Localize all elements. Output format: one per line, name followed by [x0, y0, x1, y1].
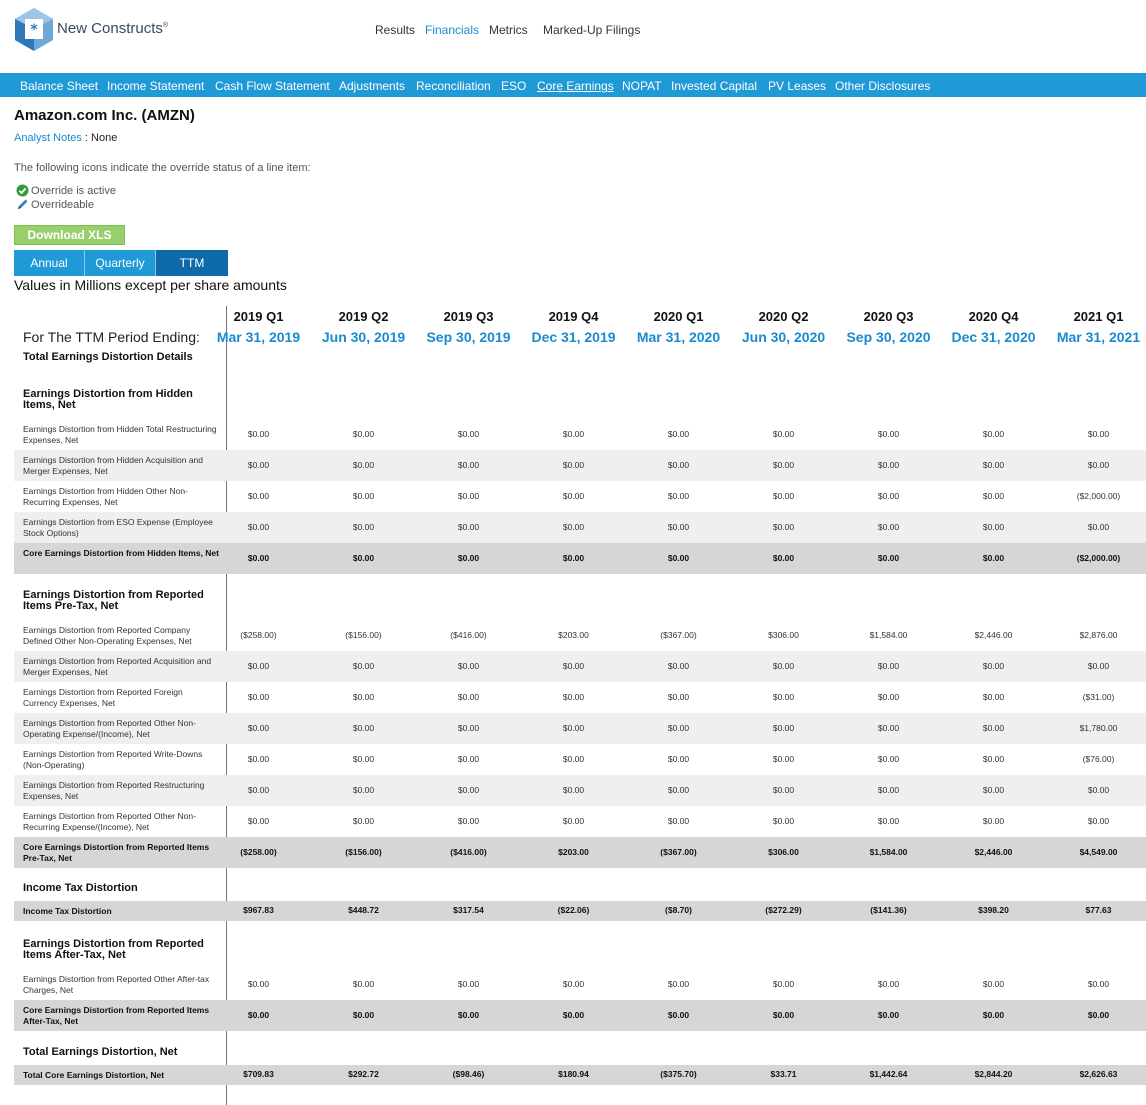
column-date[interactable]: Mar 31, 2021	[1056, 329, 1141, 345]
row-value: $0.00	[1087, 978, 1110, 989]
row-label: Earnings Distortion from Reported Other Non-Recurring Expense/(Income), Net	[23, 810, 196, 832]
row-value: $0.00	[457, 521, 480, 532]
tab-quarterly[interactable]: Quarterly	[85, 250, 156, 276]
row-value: $0.00	[982, 691, 1005, 702]
row-value: $0.00	[1087, 660, 1110, 671]
override-legend-intro: The following icons indicate the override status of a line item:	[14, 162, 311, 174]
section-title: Earnings Distortion from Hidden Items, Net	[23, 388, 193, 411]
row-value: ($22.06)	[557, 905, 590, 915]
table-row	[14, 744, 1146, 775]
table-row	[14, 481, 1146, 512]
table-row	[14, 969, 1146, 1000]
row-value: $2,844.20	[974, 1069, 1013, 1079]
row-value: $448.72	[348, 905, 379, 915]
row-value: $2,446.00	[974, 629, 1013, 640]
row-value: $0.00	[877, 521, 900, 532]
row-value: $0.00	[772, 552, 795, 563]
pencil-icon	[16, 198, 29, 211]
download-xls-button[interactable]: Download XLS	[14, 225, 125, 245]
row-value: $0.00	[877, 753, 900, 764]
row-value: $0.00	[667, 660, 690, 671]
brand-name[interactable]: New Constructs®	[57, 20, 169, 37]
row-value: ($31.00)	[1082, 691, 1115, 702]
row-value: $0.00	[772, 815, 795, 826]
table-total-row	[14, 901, 1146, 921]
column-date[interactable]: Mar 31, 2020	[636, 329, 721, 345]
column-quarter: 2020 Q2	[758, 309, 809, 324]
analyst-notes-link[interactable]: Analyst Notes	[14, 132, 82, 144]
row-value: ($258.00)	[240, 846, 277, 857]
column-quarter: 2019 Q3	[443, 309, 494, 324]
row-value: $0.00	[457, 753, 480, 764]
nav-results[interactable]: Results	[375, 23, 416, 37]
nav-metrics[interactable]: Metrics	[489, 23, 528, 37]
row-value: $0.00	[1087, 815, 1110, 826]
row-value: $0.00	[562, 459, 585, 470]
new-constructs-logo-icon[interactable]	[12, 6, 56, 52]
row-value: $0.00	[772, 490, 795, 501]
row-value: $0.00	[667, 1009, 690, 1020]
row-value: $0.00	[877, 1009, 900, 1020]
table-row	[14, 620, 1146, 651]
analyst-notes	[14, 132, 117, 144]
period-tabs	[14, 250, 228, 276]
row-value: $0.00	[982, 815, 1005, 826]
row-value: $0.00	[352, 978, 375, 989]
row-value: $0.00	[982, 521, 1005, 532]
row-value: $0.00	[457, 490, 480, 501]
row-value: $0.00	[457, 722, 480, 733]
row-label: Earnings Distortion from Hidden Other Non-Recurring Expenses, Net	[23, 485, 188, 507]
row-value: $0.00	[982, 722, 1005, 733]
row-value: $0.00	[1087, 784, 1110, 795]
row-label: Earnings Distortion from Reported Write-Downs (Non-Operating)	[23, 748, 203, 770]
row-label: Total Core Earnings Distortion, Net	[23, 1069, 165, 1080]
row-label: Earnings Distortion from Hidden Acquisition and Merger Expenses, Net	[23, 454, 204, 476]
table-row	[14, 419, 1146, 450]
column-date[interactable]: Dec 31, 2019	[531, 329, 616, 345]
table-row	[14, 651, 1146, 682]
row-value: $0.00	[457, 660, 480, 671]
row-value: $2,446.00	[974, 846, 1013, 857]
row-value: $306.00	[768, 846, 799, 857]
check-circle-icon	[16, 184, 29, 197]
row-value: ($2,000.00)	[1076, 552, 1121, 563]
tab-income-statement[interactable]: Income Statement	[107, 79, 205, 93]
row-value: $0.00	[562, 521, 585, 532]
tab-ttm[interactable]: TTM	[156, 250, 228, 276]
column-date[interactable]: Dec 31, 2020	[951, 329, 1036, 345]
row-value: ($156.00)	[345, 629, 382, 640]
row-value: $0.00	[247, 722, 270, 733]
row-value: $0.00	[877, 691, 900, 702]
tab-adjustments[interactable]: Adjustments	[339, 79, 406, 93]
row-value: ($98.46)	[452, 1069, 485, 1079]
row-value: $0.00	[352, 753, 375, 764]
row-value: $0.00	[562, 691, 585, 702]
row-value: $0.00	[982, 784, 1005, 795]
row-value: $0.00	[772, 428, 795, 439]
row-value: ($367.00)	[660, 629, 697, 640]
row-value: $0.00	[772, 1009, 795, 1020]
row-value: $0.00	[247, 753, 270, 764]
row-value: $0.00	[667, 753, 690, 764]
row-value: $1,442.64	[869, 1069, 908, 1079]
column-quarter: 2019 Q4	[548, 309, 599, 324]
row-value: $0.00	[247, 815, 270, 826]
row-value: $0.00	[352, 1009, 375, 1020]
column-date[interactable]: Sep 30, 2019	[426, 329, 511, 345]
row-value: $0.00	[772, 691, 795, 702]
row-value: $0.00	[457, 552, 480, 563]
row-value: $967.83	[243, 905, 274, 915]
row-value: $0.00	[667, 722, 690, 733]
table-row	[14, 512, 1146, 543]
row-value: $709.83	[243, 1069, 274, 1079]
row-value: $0.00	[1087, 428, 1110, 439]
row-value: $0.00	[457, 691, 480, 702]
table-row	[14, 450, 1146, 481]
row-value: $0.00	[352, 815, 375, 826]
row-value: ($2,000.00)	[1076, 490, 1121, 501]
row-value: $0.00	[877, 978, 900, 989]
column-quarter: 2021 Q1	[1073, 309, 1124, 324]
nav-financials[interactable]: Financials	[425, 23, 480, 37]
row-value: $0.00	[457, 428, 480, 439]
row-value: $0.00	[877, 660, 900, 671]
financials-subnav	[0, 73, 1146, 97]
row-value: $0.00	[877, 428, 900, 439]
row-value: $398.20	[978, 905, 1009, 915]
row-value: $292.72	[348, 1069, 379, 1079]
row-value: $0.00	[352, 660, 375, 671]
row-value: $0.00	[667, 521, 690, 532]
row-value: $0.00	[247, 978, 270, 989]
company-title: Amazon.com Inc. (AMZN)	[14, 107, 195, 124]
row-value: $1,584.00	[869, 846, 908, 857]
row-value: $0.00	[247, 1009, 270, 1020]
row-value: $0.00	[877, 490, 900, 501]
row-value: ($416.00)	[450, 629, 487, 640]
table-row	[14, 682, 1146, 713]
column-date[interactable]: Mar 31, 2019	[216, 329, 301, 345]
row-value: $2,876.00	[1079, 629, 1118, 640]
row-value: $0.00	[1087, 521, 1110, 532]
row-value: $0.00	[877, 459, 900, 470]
analyst-notes-value: None	[91, 132, 118, 144]
row-label: Income Tax Distortion	[23, 905, 112, 916]
row-value: ($141.36)	[870, 905, 907, 915]
column-date[interactable]: Jun 30, 2019	[321, 329, 406, 345]
row-value: $0.00	[772, 660, 795, 671]
row-value: $0.00	[562, 490, 585, 501]
row-value: $0.00	[982, 978, 1005, 989]
row-value: $0.00	[562, 722, 585, 733]
row-value: $0.00	[562, 1009, 585, 1020]
section-title: Earnings Distortion from Reported Items Pre-Tax, Net	[23, 589, 204, 612]
row-label: Core Earnings Distortion from Reported Items After-Tax, Net	[23, 1004, 210, 1026]
values-note: Values in Millions except per share amounts	[14, 277, 287, 293]
row-value: $0.00	[667, 784, 690, 795]
row-value: $1,780.00	[1079, 722, 1118, 733]
row-value: $77.63	[1085, 905, 1112, 915]
row-value: $0.00	[352, 552, 375, 563]
top-bar	[0, 0, 1146, 72]
tab-annual[interactable]: Annual	[14, 250, 85, 276]
tab-other-disclosures[interactable]: Other Disclosures	[835, 79, 931, 93]
column-date[interactable]: Sep 30, 2020	[846, 329, 931, 345]
row-label: Earnings Distortion from Reported Foreign Currency Expenses, Net	[23, 686, 183, 708]
column-date[interactable]: Jun 30, 2020	[741, 329, 826, 345]
row-value: $0.00	[247, 490, 270, 501]
row-label: Earnings Distortion from ESO Expense (Employee Stock Options)	[23, 516, 213, 538]
row-value: ($8.70)	[665, 905, 692, 915]
row-value: $0.00	[562, 660, 585, 671]
tab-eso[interactable]: ESO	[501, 79, 527, 93]
row-value: $0.00	[982, 753, 1005, 764]
tab-balance-sheet[interactable]: Balance Sheet	[20, 79, 99, 93]
table-total-row	[14, 1000, 1146, 1031]
row-value: $0.00	[772, 753, 795, 764]
row-value: $0.00	[982, 1009, 1005, 1020]
row-value: ($416.00)	[450, 846, 487, 857]
row-value: $0.00	[562, 815, 585, 826]
row-value: $0.00	[562, 552, 585, 563]
row-label: Earnings Distortion from Reported Other After-tax Charges, Net	[23, 973, 210, 995]
tab-nopat[interactable]: NOPAT	[622, 79, 662, 93]
row-value: $0.00	[247, 521, 270, 532]
row-value: $180.94	[558, 1069, 589, 1079]
column-quarter: 2020 Q1	[653, 309, 704, 324]
tab-pv-leases[interactable]: PV Leases	[768, 79, 827, 93]
row-value: ($375.70)	[660, 1069, 697, 1079]
row-value: $0.00	[667, 490, 690, 501]
row-value: $306.00	[768, 629, 799, 640]
row-value: ($258.00)	[240, 629, 277, 640]
row-value: $0.00	[982, 428, 1005, 439]
row-value: $0.00	[457, 978, 480, 989]
row-value: $0.00	[457, 815, 480, 826]
row-value: $0.00	[352, 521, 375, 532]
row-value: $0.00	[247, 428, 270, 439]
row-value: $0.00	[667, 552, 690, 563]
tab-invested-capital[interactable]: Invested Capital	[671, 79, 758, 93]
row-value: $0.00	[667, 459, 690, 470]
row-label: Earnings Distortion from Reported Restructuring Expenses, Net	[23, 779, 205, 801]
row-value: $0.00	[562, 753, 585, 764]
row-value: $0.00	[352, 459, 375, 470]
row-value: $0.00	[1087, 459, 1110, 470]
row-label: Earnings Distortion from Reported Company Defined Other Non-Operating Expenses, Net	[23, 624, 192, 646]
analyst-notes-separator: :	[81, 132, 92, 144]
row-value: $0.00	[352, 490, 375, 501]
row-value: $0.00	[772, 978, 795, 989]
row-value: ($367.00)	[660, 846, 697, 857]
row-value: $0.00	[772, 521, 795, 532]
table-total-row	[14, 837, 1146, 868]
details-title: Total Earnings Distortion Details	[23, 351, 193, 363]
row-value: $0.00	[352, 784, 375, 795]
row-value: $0.00	[772, 722, 795, 733]
row-value: $1,584.00	[869, 629, 908, 640]
column-quarter: 2020 Q4	[968, 309, 1019, 324]
row-value: $0.00	[877, 552, 900, 563]
row-value: $2,626.63	[1079, 1069, 1118, 1079]
period-ending-label: For The TTM Period Ending:	[23, 329, 200, 345]
row-value: $0.00	[457, 459, 480, 470]
row-value: $0.00	[562, 784, 585, 795]
row-value: $0.00	[352, 691, 375, 702]
row-value: $4,549.00	[1079, 846, 1118, 857]
row-value: $0.00	[667, 428, 690, 439]
row-value: $0.00	[247, 459, 270, 470]
row-value: $0.00	[247, 660, 270, 671]
row-value: $0.00	[667, 978, 690, 989]
row-value: $0.00	[562, 978, 585, 989]
row-value: ($272.29)	[765, 905, 802, 915]
row-value: $0.00	[982, 459, 1005, 470]
legend-override-active: Override is active	[16, 184, 116, 197]
tab-cash-flow-statement[interactable]: Cash Flow Statement	[215, 79, 330, 93]
row-value: $0.00	[1087, 1009, 1110, 1020]
row-value: $0.00	[667, 691, 690, 702]
row-value: $0.00	[457, 784, 480, 795]
row-value: $203.00	[558, 629, 589, 640]
row-value: $0.00	[247, 784, 270, 795]
row-value: $0.00	[247, 552, 270, 563]
row-value: $0.00	[247, 691, 270, 702]
row-label: Earnings Distortion from Reported Other Non-Operating Expense/(Income), Net	[23, 717, 196, 739]
row-value: $0.00	[982, 490, 1005, 501]
column-quarter: 2020 Q3	[863, 309, 914, 324]
svg-text:*: *	[30, 22, 38, 38]
row-value: $317.54	[453, 905, 484, 915]
table-row	[14, 775, 1146, 806]
table-row	[14, 713, 1146, 744]
tab-reconciliation[interactable]: Reconciliation	[416, 79, 491, 93]
row-value: $0.00	[772, 784, 795, 795]
row-label: Core Earnings Distortion from Reported Items Pre-Tax, Net	[23, 841, 210, 863]
row-value: $0.00	[562, 428, 585, 439]
section-title: Total Earnings Distortion, Net	[23, 1046, 178, 1058]
section-title: Earnings Distortion from Reported Items After-Tax, Net	[23, 938, 204, 961]
row-value: $0.00	[667, 815, 690, 826]
row-value: $0.00	[982, 552, 1005, 563]
nav-marked-up-filings[interactable]: Marked-Up Filings	[543, 23, 641, 37]
row-value: $0.00	[982, 660, 1005, 671]
table-row	[14, 806, 1146, 837]
row-value: $0.00	[457, 1009, 480, 1020]
row-value: $33.71	[770, 1069, 797, 1079]
row-value: $0.00	[352, 428, 375, 439]
table-total-row	[14, 1065, 1146, 1085]
row-label: Earnings Distortion from Hidden Total Restructuring Expenses, Net	[23, 423, 217, 445]
row-value: $0.00	[877, 722, 900, 733]
section-title: Income Tax Distortion	[23, 882, 138, 894]
row-label: Earnings Distortion from Reported Acquisition and Merger Expenses, Net	[23, 655, 212, 677]
row-value: $0.00	[877, 784, 900, 795]
row-value: $0.00	[772, 459, 795, 470]
row-label: Core Earnings Distortion from Hidden Items, Net	[23, 547, 219, 558]
row-value: ($156.00)	[345, 846, 382, 857]
legend-overrideable: Overrideable	[16, 198, 94, 211]
row-value: $203.00	[558, 846, 589, 857]
row-value: $0.00	[352, 722, 375, 733]
row-value: ($76.00)	[1082, 753, 1115, 764]
column-quarter: 2019 Q1	[233, 309, 284, 324]
table-total-row	[14, 543, 1146, 574]
row-value: $0.00	[877, 815, 900, 826]
column-quarter: 2019 Q2	[338, 309, 389, 324]
tab-core-earnings[interactable]: Core Earnings	[537, 79, 614, 93]
